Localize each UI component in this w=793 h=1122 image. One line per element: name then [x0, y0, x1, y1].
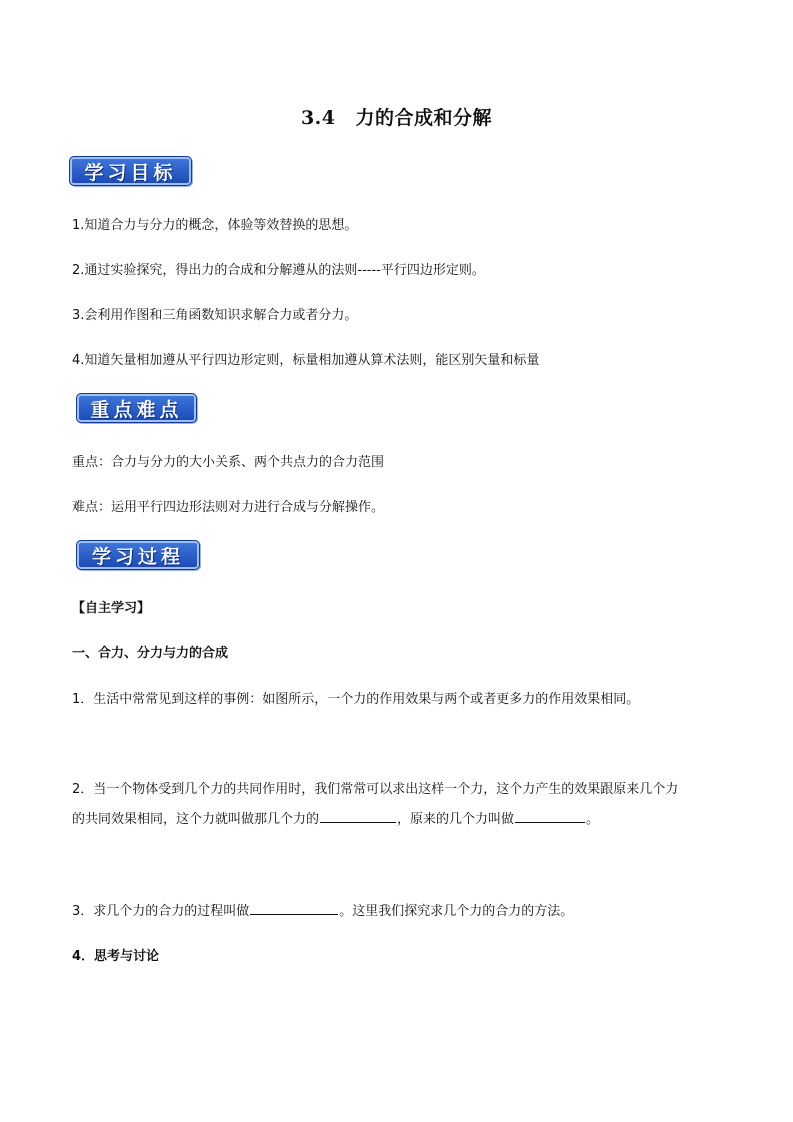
item-2-text-c: 。: [586, 812, 600, 827]
page-title: [0, 103, 793, 130]
answer-blank-component[interactable]: [515, 808, 585, 823]
item-3: [72, 900, 573, 919]
item-2-line-1: 2．当一个物体受到几个力的共同作用时，我们常常可以求出这样一个力，这个力产生的效果跟原来几个力: [72, 782, 679, 797]
item-1: 1．生活中常常见到这样的事例：如图所示，一个力的作用效果与两个或者更多力的作用效果相同。: [72, 692, 640, 707]
self-study-heading: 【自主学习】: [72, 601, 151, 616]
item-4: 4．思考与讨论: [72, 949, 160, 964]
answer-blank-resultant[interactable]: [320, 808, 396, 823]
difficulty-text: 难点：运用平行四边形法则对力进行合成与分解操作。: [72, 500, 385, 515]
goal-item-4: 4.知道矢量相加遵从平行四边形定则，标量相加遵从算术法则，能区别矢量和标量: [72, 353, 540, 368]
section-heading-1: 一、合力、分力与力的合成: [72, 646, 229, 661]
goal-item-2: 2.通过实验探究，得出力的合成和分解遵从的法则-----平行四边形定则。: [72, 263, 485, 278]
section-title: 力的合成和分解: [355, 107, 493, 129]
focus-text: 重点：合力与分力的大小关系、两个共点力的合力范围: [72, 455, 385, 470]
item-3-text-b: 。这里我们探究求几个力的合力的方法。: [339, 904, 574, 919]
goal-item-3: 3.会利用作图和三角函数知识求解合力或者分力。: [72, 308, 358, 323]
item-3-text-a: 3．求几个力的合力的过程叫做: [72, 904, 250, 919]
goal-item-1: 1.知道合力与分力的概念，体验等效替换的思想。: [72, 218, 358, 233]
item-2-line-2: [72, 808, 599, 827]
item-2-text-b: ，原来的几个力叫做: [397, 812, 515, 827]
key-points-banner: 重点难点: [76, 393, 197, 423]
process-banner: 学习过程: [76, 540, 200, 570]
answer-blank-composition[interactable]: [250, 900, 338, 915]
goals-banner: 学习目标: [69, 156, 192, 186]
section-number: 3.4: [300, 107, 336, 129]
item-2-text-a: 的共同效果相同，这个力就叫做那几个力的: [72, 812, 320, 827]
